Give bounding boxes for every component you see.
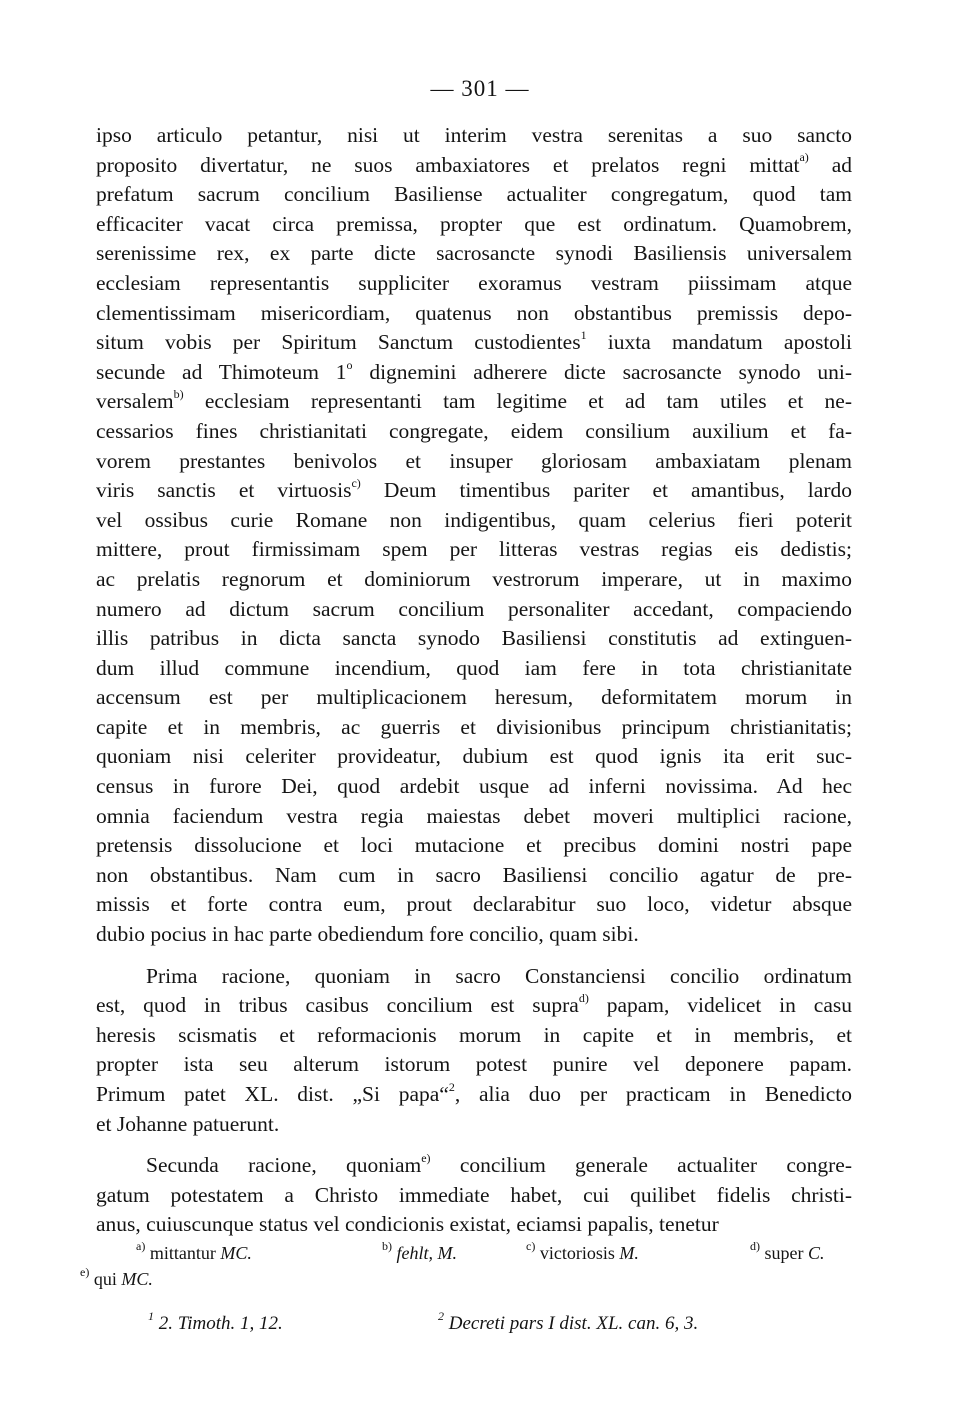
footnote-e — [80, 1266, 153, 1292]
text-line: quoniam nisi celeriter provideatur, dubium est quod ignis ita erit suc- — [96, 744, 852, 769]
footnote-d — [750, 1240, 825, 1266]
footnote-source: C. — [808, 1243, 825, 1263]
main-text — [96, 121, 852, 1240]
text-line: Primum patet XL. dist. „Si papa“$^2$, alia duo per practicam in Benedicto — [96, 1079, 852, 1106]
page-number: — 301 — — [430, 76, 530, 101]
footnote-row — [80, 1240, 860, 1266]
text-line: ac prelatis regnorum et dominiorum vestrorum imperare, ut in maximo — [96, 566, 852, 591]
text-line: situm vobis per Spiritum Sanctum custodientes$^1$ iuxta mandatum apostoli — [96, 328, 852, 355]
text-line: proposito divertatur, ne suos ambaxiatores et prelatos regni mittat$^{a)}$ ad — [96, 150, 852, 177]
reference-text: Decreti pars I dist. XL. can. 6, 3. — [448, 1313, 699, 1334]
text-line: gatum potestatem a Christo immediate habet, cui quilibet fidelis christi- — [96, 1182, 852, 1207]
reference-mark: 2 — [438, 1308, 444, 1323]
text-line: census in furore Dei, quod ardebit usque ad inferni novissima. Ad hec — [96, 774, 852, 799]
text-line: prefatum sacrum concilium Basiliense actualiter congregatum, quod tam — [96, 182, 852, 207]
text-line: cessarios fines christianitati congregate, eidem consilium auxilium et fa- — [96, 418, 852, 443]
text-line: ipso articulo petantur, nisi ut interim vestra serenitas a suo sancto — [96, 123, 852, 147]
text-line: serenissime rex, ex parte dicte sacrosancte synodi Basiliensis universalem — [96, 241, 852, 266]
text-line: missis et forte contra eum, prout declarabitur suo loco, videtur absque — [96, 892, 852, 917]
text-line: illis patribus in dicta sancta synodo Basiliensi constitutis ad extinguen- — [96, 626, 852, 651]
paragraph-gap — [96, 950, 852, 962]
footnote-text: victoriosis — [539, 1243, 615, 1263]
text-line: accensum est per multiplicacionem heresum, deformitatem morum in — [96, 685, 852, 710]
reference-1 — [148, 1308, 283, 1335]
text-line: viris sanctis et virtuosis$^{c)}$ Deum timentibus pariter et amantibus, lardo — [96, 475, 852, 503]
critical-apparatus — [80, 1240, 860, 1292]
text-line: est, quod in tribus casibus concilium est supra$^{d)}$ papam, videlicet in casu — [96, 991, 852, 1018]
reference-mark: 1 — [148, 1308, 154, 1323]
footnote-text: super — [764, 1243, 804, 1263]
text-line: versalem$^{b)}$ ecclesiam representanti tam legitime et ad tam utiles et ne- — [96, 387, 852, 414]
footnote-text: qui — [93, 1269, 117, 1289]
footnote-c — [526, 1240, 639, 1266]
footnote-source: MC. — [220, 1243, 252, 1263]
text-line: clementissimam misericordiam, quatenus non obstantibus premissis depo- — [96, 300, 852, 325]
footnote-mark: d) — [750, 1239, 760, 1253]
text-line: anus, cuiuscunque status vel condicionis existat, eciamsi papalis, tenetur — [96, 1212, 719, 1237]
footnote-source: M. — [619, 1243, 639, 1263]
text-line: vel ossibus curie Romane non indigentibus, quam celerius fieri poterit — [96, 507, 852, 532]
text-line: omnia faciendum vestra regia maiestas debet moveri multiplici racione, — [96, 803, 852, 828]
text-line: dubio pocius in hac parte obediendum fore concilio, quam sibi. — [96, 922, 639, 947]
text-line: Secunda racione, quoniam$^{e)}$ concilium generale actualiter congre- — [146, 1151, 852, 1178]
footnote-text: fehlt, M. — [396, 1243, 457, 1263]
text-line: mittere, prout firmissimam spem per litteras vestras regias eis dedistis; — [96, 537, 852, 562]
footnote-mark: e) — [80, 1265, 90, 1279]
text-line: efficaciter vacat circa premissa, propter que est ordinatum. Quamobrem, — [96, 211, 852, 236]
footnote-mark: a) — [136, 1239, 146, 1253]
text-line: Prima racione, quoniam in sacro Constanciensi concilio ordinatum — [146, 963, 852, 988]
reference-2 — [438, 1308, 699, 1335]
paragraph-gap — [96, 1139, 852, 1151]
text-line: heresis scismatis et reformacionis morum in capite et in membris, et — [96, 1022, 852, 1047]
footnote-mark: b) — [382, 1239, 392, 1253]
text-line: ecclesiam representantis suppliciter exoramus vestram piissimam atque — [96, 270, 852, 295]
text-line: secunde ad Thimoteum 1$^o$ dignemini adherere dicte sacrosancte synodo uni- — [96, 357, 852, 384]
footnote-source: MC. — [121, 1269, 153, 1289]
text-line: propter ista seu alterum istorum potest punire vel deponere papam. — [96, 1052, 852, 1077]
paragraph — [96, 121, 852, 950]
footnote-b — [382, 1240, 457, 1266]
paragraph — [96, 1151, 852, 1240]
text-line: non obstantibus. Nam cum in sacro Basiliensi concilio agatur de pre- — [96, 862, 852, 887]
text-line: vorem prestantes benivolos et insuper gloriosam ambaxiatam plenam — [96, 448, 852, 473]
text-line: et Johanne patuerunt. — [96, 1111, 280, 1136]
text-line: pretensis dissolucione et loci mutacione et precibus domini nostri pape — [96, 833, 852, 858]
footnote-mark: c) — [526, 1239, 536, 1253]
footnote-row — [80, 1266, 860, 1292]
text-line: dum illud commune incendium, quod iam fere in tota christianitate — [96, 655, 852, 680]
paragraph — [96, 962, 852, 1140]
footnote-a — [136, 1240, 252, 1266]
text-line: capite et in membris, ac guerris et divisionibus principum christianitatis; — [96, 714, 852, 739]
reference-text: 2. Timoth. 1, 12. — [158, 1313, 283, 1334]
footnote-text: mittantur — [149, 1243, 216, 1263]
text-line: numero ad dictum sacrum concilium personaliter accedant, compaciendo — [96, 596, 852, 621]
